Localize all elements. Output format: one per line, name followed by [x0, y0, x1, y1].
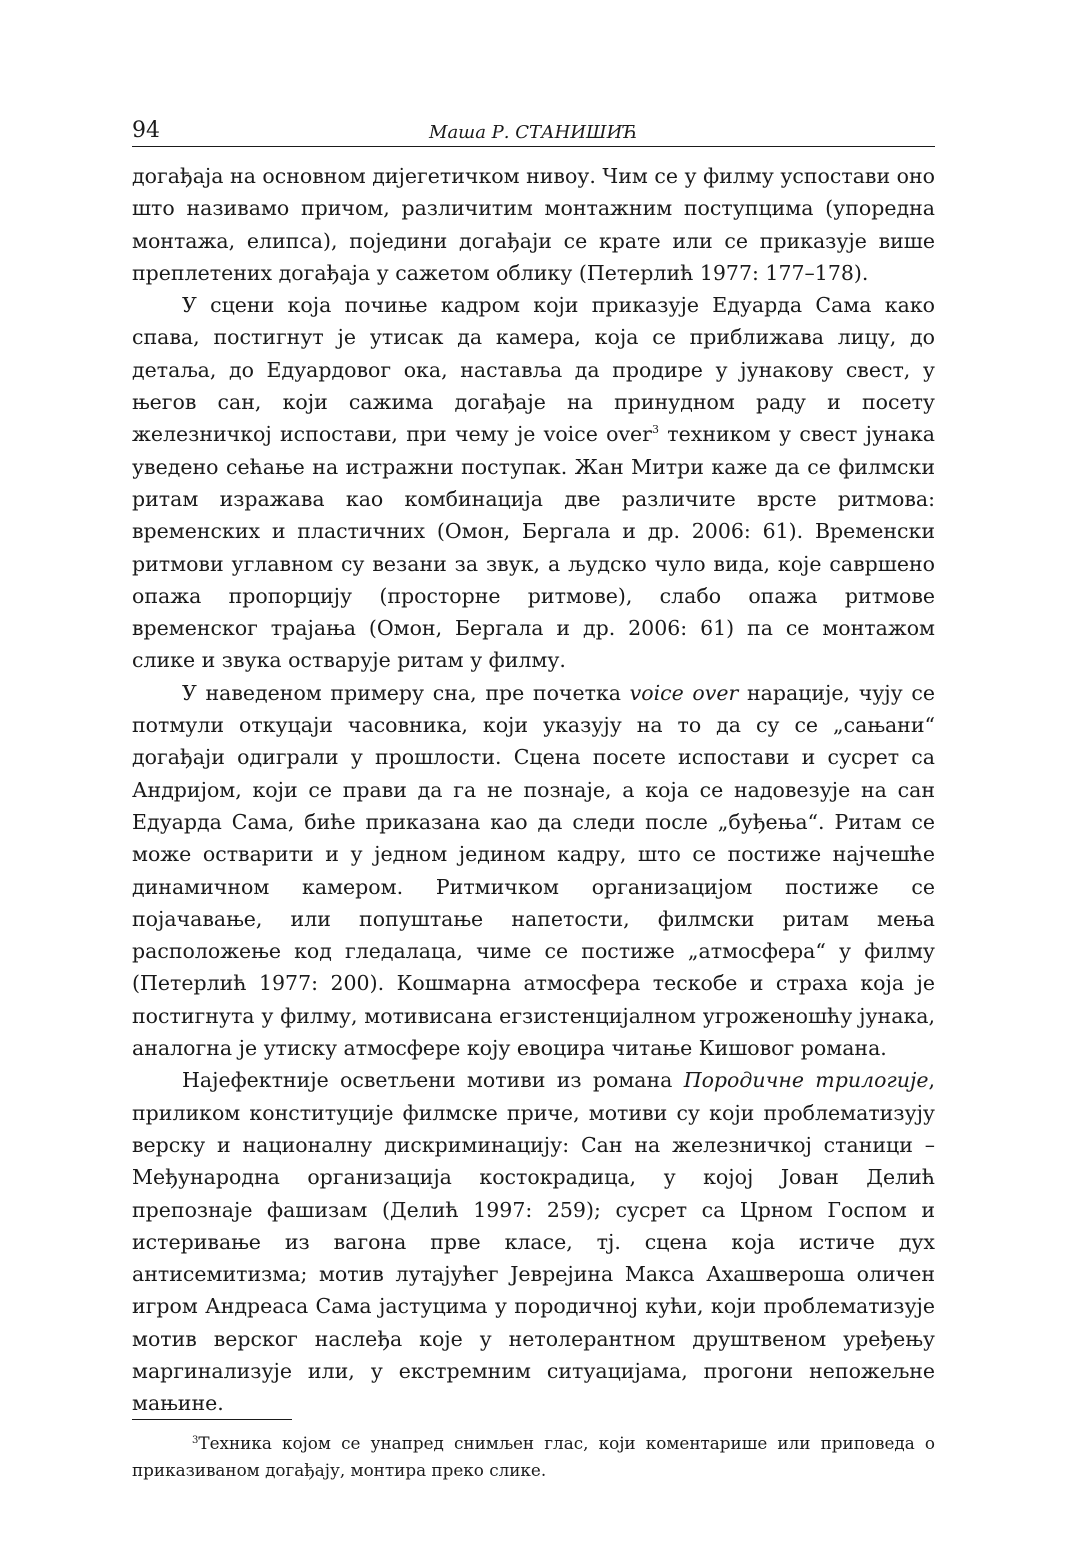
paragraph-2-text-before-note: У сцени која почиње кадром који приказује Едуарда Сама како спава, постигнут је утисак да камера, која се приближава лицу, до детаља, до Едуардовог ока, наставља да продире у јунакову свест, у његов сан, који сажима догађаје на принудном раду и посету железничкој испостави, при чему је voice over	[132, 293, 935, 447]
paragraph-4-text-before-italic: Најефектније осветљени мотиви из романа	[182, 1068, 684, 1093]
body-text	[132, 160, 935, 1420]
paragraph-4	[132, 1064, 935, 1419]
paragraph-3-text-after-italic: нарације, чују се потмули откуцаји часовника, који указују на то да су се „сањани“ догађаји одиграли у прошлости. Сцена посете испостави и сусрет са Андријом, који се прави да га не познаје, а која се надовезује на сан Едуарда Сама, биће приказана као да следи после „буђења“. Ритам се може остварити и у једном једином кадру, што се постиже најчешће динамичном камером. Ритмичком организацијом постиже се појачавање, или попуштање напетости, филмски ритам мења расположење код гледалаца, чиме се постиже „атмосфера“ у филму (Петерлић 1977: 200). Кошмарна атмосфера тескобе и страха која је постигнута у филму, мотивисана егзистенцијалном угроженошћу јунака, аналогна је утиску атмосфере коју евоцира читање Кишовог романа.	[132, 680, 936, 1061]
paragraph-3-italic-term: voice over	[629, 680, 739, 705]
running-head-author: Маша Р. СТАНИШИЋ	[429, 122, 638, 143]
paragraph-1-text: догађаја на основном дијегетичком нивоу. Чим се у филму успостави оно што називамо причом, различитим монтажним поступцима (упоредна монтажа, елипса), поједини догађаји се крате или се приказује више преплетених догађаја у сажетом облику (Петерлић 1977: 177–178).	[132, 164, 935, 285]
paragraph-2	[132, 289, 935, 677]
footnote-marker: 3	[192, 1435, 199, 1446]
paragraph-3-text-before-italic: У наведеном примеру сна, пре почетка	[182, 680, 630, 705]
footnote-text: Техника којом се унапред снимљен глас, који коментарише или приповеда о приказиваном догађају, монтира преко слике.	[132, 1433, 935, 1480]
paragraph-4-text-after-italic: , приликом конституције филмске приче, мотиви су који проблематизују верску и националну дискриминацију: Сан на железничкој станици – Међународна организација костокрадица, у којој Јован Делић препознаје фашизам (Делић 1997: 259); сусрет са Црном Госпом и истеривање из вагона прве класе, тј. сцена која истиче дух антисемитизма; мотив лутајућег Јеврејина Макса Ахашвероша оличен игром Андреаса Сама јастуцима у породичној кући, који проблематизује мотив верског наслеђа које у нетолерантном друштвеном уређењу маргинализује или, у екстремним ситуацијама, прогони непожељне мањине.	[132, 1068, 935, 1416]
running-header	[132, 116, 935, 147]
paragraph-4-italic-title: Породичне трилогије	[683, 1068, 929, 1093]
page-number: 94	[132, 118, 160, 143]
paragraph-2-text-after-note: техником у свест јунака уведено сећање на истражни поступак. Жан Митри каже да се филмски ритам изражава као комбинација две различите врсте ритмова: временских и пластичних (Омон, Бергала и др. 2006: 61). Временски ритмови углавном су везани за звук, а људско чуло вида, које савршено опажа пропорцију (просторне ритмове), слабо опажа ритмове временског трајања (Омон, Бергала и др. 2006: 61) па се монтажом слике и звука остварује ритам у филму.	[132, 422, 935, 673]
paragraph-1	[132, 160, 935, 289]
footnote-reference[interactable]: 3	[651, 423, 659, 437]
paragraph-3	[132, 677, 935, 1065]
footnote	[132, 1430, 935, 1484]
footnote-separator	[132, 1419, 292, 1420]
